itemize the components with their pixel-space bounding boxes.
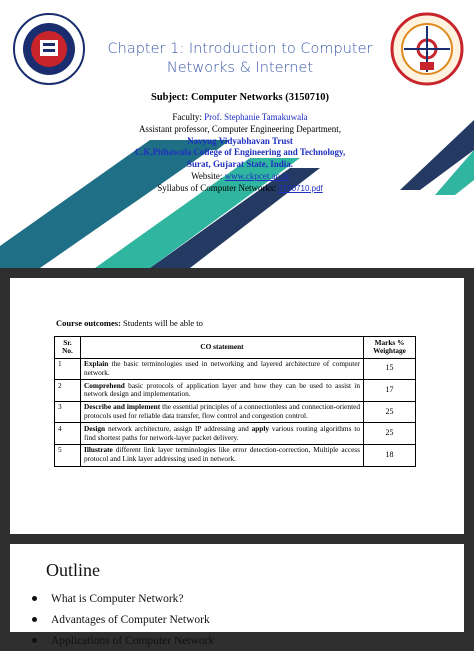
outline-slide bbox=[10, 544, 464, 647]
table-row: 3 Describe and implement the essential principles of a connectionless and connection-oriented protocols used for reliable data transfer, flow control and congestion control. 25 bbox=[55, 401, 416, 423]
list-item: Applications of Computer Network bbox=[32, 630, 214, 651]
website-link[interactable]: www.ckpcet.ac.in bbox=[224, 170, 289, 181]
website-line: Website: www.ckpcet.ac.in bbox=[191, 170, 289, 181]
table-row: 2 Comprehend basic protocols of application layer and how they can be used to assist in network design and implementation. 17 bbox=[55, 380, 416, 402]
table-row: 4 Design network architecture, assign IP addressing and apply various routing algorithms to find shortest paths for network-layer packet delivery. 25 bbox=[55, 423, 416, 445]
title-slide bbox=[0, 0, 474, 268]
faculty-name: Prof. Stephanie Tamakuwala bbox=[204, 112, 308, 122]
designation: Assistant professor, Computer Engineering Department, bbox=[138, 123, 342, 134]
syllabus-pdf-link[interactable]: 3150710.pdf bbox=[278, 183, 323, 193]
col-co-statement: CO statement bbox=[81, 337, 364, 359]
faculty-info bbox=[100, 112, 380, 195]
chapter-title bbox=[100, 40, 380, 78]
list-item: What is Computer Network? bbox=[32, 588, 214, 609]
bullet-icon bbox=[32, 596, 37, 601]
title-line-2: Networks & Internet bbox=[166, 60, 314, 76]
ckpcet-logo-icon bbox=[390, 12, 464, 86]
college-location: Surat, Gujarat State, India. bbox=[186, 159, 293, 170]
list-item: Advantages of Computer Network bbox=[32, 609, 214, 630]
course-outcomes-table bbox=[54, 336, 416, 467]
gtu-logo-icon bbox=[12, 12, 86, 86]
bullet-icon bbox=[32, 617, 37, 622]
title-line-1: Chapter 1: Introduction to Computer bbox=[107, 41, 373, 57]
college-name: C.K.Pithawala College of Engineering and Technology, bbox=[134, 147, 346, 158]
table-row: 5 Illustrate different link layer terminologies like error detection-correction, Multiple access protocol and Link layer addressing used in network. 18 bbox=[55, 444, 416, 466]
col-marks: Marks % Weightage bbox=[364, 337, 416, 359]
course-outcomes-slide bbox=[10, 278, 464, 534]
outline-title: Outline bbox=[46, 560, 100, 580]
table-row: 1 Explain the basic terminologies used in networking and layered architecture of computer network. 15 bbox=[55, 358, 416, 380]
table-header-row bbox=[55, 337, 416, 359]
subject-line: Subject: Computer Networks (3150710) bbox=[151, 92, 329, 103]
syllabus-line: Syllabus of Computer Networks: 3150710.pdf bbox=[157, 182, 323, 193]
course-outcomes-heading: Course outcomes: Students will be able to bbox=[56, 318, 203, 328]
bullet-icon bbox=[32, 638, 37, 643]
outline-list bbox=[32, 588, 214, 651]
faculty-line: Faculty: Prof. Stephanie Tamakuwala bbox=[172, 112, 308, 122]
trust-name: Navyug Vidyabhavan Trust bbox=[187, 135, 293, 146]
col-sr-no: Sr. No. bbox=[55, 337, 81, 359]
